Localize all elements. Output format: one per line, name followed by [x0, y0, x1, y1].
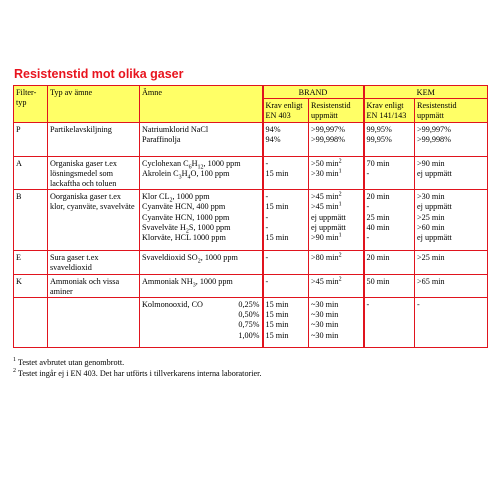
filter-cell: B — [14, 190, 48, 251]
amne-text: Klor CL — [142, 192, 170, 202]
brand-res-cell — [309, 190, 364, 251]
brand-res-line — [311, 253, 361, 263]
brand-krav-value: - — [265, 212, 269, 222]
header-brand: BRAND — [263, 86, 364, 99]
typ-cell: Oorganiska gaser t.ex klor, cyanväte, svavelväte — [48, 190, 140, 251]
brand-res-value: ~30 min — [311, 320, 339, 330]
brand-res-line — [311, 233, 361, 243]
amne-text: Cyanväte HCN, 1000 ppm — [142, 212, 230, 222]
header-kem-resistenstid: Resistenstid uppmätt — [415, 99, 488, 122]
kem-krav-cell — [364, 122, 415, 156]
kem-res-cell — [415, 298, 488, 348]
brand-res-value: ~30 min — [311, 300, 339, 310]
typ-cell: Ammoniak och vissa aminer — [48, 274, 140, 297]
brand-res-value: >90 min — [311, 233, 339, 243]
amne-line — [142, 159, 260, 169]
amne-text: Svaveldioxid SO — [142, 253, 198, 263]
kem-krav-value: - — [366, 168, 370, 178]
brand-krav-value: 15 min — [265, 310, 289, 320]
amne-line — [142, 192, 260, 202]
subscript: 6 — [188, 164, 192, 171]
footnote-ref: 1 — [338, 201, 342, 208]
kem-krav-value: 70 min — [366, 158, 390, 168]
brand-res-value: >80 min — [311, 253, 339, 263]
typ-cell — [48, 298, 140, 348]
table-row — [14, 122, 488, 156]
kem-krav-value: - — [366, 300, 370, 310]
brand-res-line — [311, 331, 361, 341]
table-header-row — [14, 86, 488, 99]
brand-res-line — [311, 202, 361, 212]
kem-krav-cell — [364, 274, 415, 297]
typ-cell: Organiska gaser t.ex lösningsmedel som lackaftha och toluen — [48, 156, 140, 190]
kem-krav-cell — [364, 156, 415, 190]
amne-text: , 1000 ppm — [203, 158, 241, 168]
footnote-text: Testet avbrutet utan genombrott. — [16, 358, 125, 367]
amne-text: , 1000 ppm — [200, 253, 238, 263]
header-kem-krav: Krav enligt EN 141/143 — [364, 99, 415, 122]
brand-res-value: >99,998% — [311, 134, 345, 144]
amne-text: S, 1000 ppm — [188, 222, 231, 232]
subscript: 4 — [187, 174, 191, 181]
kem-res-value: ej uppmätt — [417, 168, 452, 178]
kem-res-value: >25 min — [417, 212, 445, 222]
table-row — [14, 156, 488, 190]
brand-res-line — [311, 169, 361, 179]
brand-res-cell — [309, 122, 364, 156]
kem-krav-value: 99,95% — [366, 124, 392, 134]
brand-res-cell — [309, 156, 364, 190]
header-filtertyp: Filter-typ — [14, 86, 48, 123]
kem-krav-cell — [364, 251, 415, 274]
amne-cell — [140, 298, 263, 348]
amne-text: H — [191, 158, 198, 168]
brand-res-line — [311, 135, 361, 145]
brand-krav-value: - — [265, 276, 269, 286]
footnote-number: 2 — [13, 368, 16, 374]
brand-krav-value: 94% — [265, 134, 281, 144]
footnote-number: 1 — [13, 357, 16, 363]
brand-krav-value: 15 min — [265, 168, 289, 178]
brand-krav-cell — [263, 274, 309, 297]
amne-text: H — [181, 168, 188, 178]
amne-cell — [140, 190, 263, 251]
footnote-ref: 1 — [338, 232, 342, 239]
brand-krav-cell — [263, 251, 309, 274]
kem-res-cell — [415, 122, 488, 156]
co-concentration: 0,75% — [238, 320, 260, 330]
amne-line — [142, 277, 260, 287]
gas-resistance-table — [13, 85, 488, 348]
kem-res-cell — [415, 274, 488, 297]
footnote — [13, 357, 262, 368]
amne-text: Akrolein C — [142, 168, 179, 178]
brand-res-value: ~30 min — [311, 310, 339, 320]
brand-res-value: >45 min — [311, 276, 339, 286]
kem-res-value: ej uppmätt — [417, 202, 452, 212]
table-body — [14, 86, 488, 348]
amne-cell — [140, 156, 263, 190]
kem-res-cell — [415, 156, 488, 190]
kem-krav-value: 99,95% — [366, 134, 392, 144]
amne-line — [142, 213, 260, 223]
amne-line — [142, 169, 260, 179]
amne-cell — [140, 274, 263, 297]
kem-res-value: ej uppmätt — [417, 233, 452, 243]
co-concentration: 0,50% — [238, 310, 260, 320]
amne-cell — [140, 122, 263, 156]
footnote-ref: 2 — [338, 275, 342, 282]
filter-cell: K — [14, 274, 48, 297]
brand-res-value: >45 min — [311, 202, 339, 212]
co-concentration: 1,00% — [238, 330, 260, 340]
kem-krav-value: - — [366, 202, 370, 212]
footnote-ref: 2 — [338, 191, 342, 198]
brand-res-value: >50 min — [311, 158, 339, 168]
header-typ-av-amne: Typ av ämne — [48, 86, 140, 123]
footnote-text: Testet ingår ej i EN 403. Det har utförts i tillverkarens interna laboratorier. — [16, 369, 262, 378]
kem-krav-value: 25 min — [366, 212, 390, 222]
kem-krav-value: 50 min — [366, 276, 390, 286]
table-row — [14, 190, 488, 251]
brand-res-value: >99,997% — [311, 124, 345, 134]
brand-res-line — [311, 223, 361, 233]
kem-res-value: - — [417, 300, 420, 310]
amne-text: , 1000 ppm — [172, 192, 210, 202]
header-brand-krav: Krav enligt EN 403 — [263, 99, 309, 122]
kem-krav-value: - — [366, 233, 370, 243]
amne-text: Natriumklorid NaCl — [142, 124, 209, 134]
footnote — [13, 368, 262, 379]
amne-text: Ammoniak NH — [142, 276, 193, 286]
amne-text: Paraffinolja — [142, 134, 181, 144]
brand-res-value: ej uppmätt — [311, 212, 346, 222]
brand-res-cell — [309, 274, 364, 297]
header-kem: KEM — [364, 86, 488, 99]
co-concentration-list — [142, 300, 260, 341]
amne-line — [142, 135, 260, 145]
kem-res-value: >30 min — [417, 192, 445, 202]
brand-res-value: >45 min — [311, 192, 339, 202]
brand-krav-cell — [263, 122, 309, 156]
filter-cell: E — [14, 251, 48, 274]
brand-krav-value: - — [265, 253, 269, 263]
brand-krav-value: 94% — [265, 124, 281, 134]
brand-krav-value: - — [265, 222, 269, 232]
brand-krav-cell — [263, 156, 309, 190]
brand-krav-value: 15 min — [265, 300, 289, 310]
page-title: Resistenstid mot olika gaser — [14, 67, 184, 81]
brand-res-line — [311, 300, 361, 310]
kem-krav-value: 20 min — [366, 192, 390, 202]
amne-cell — [140, 251, 263, 274]
brand-res-value: ~30 min — [311, 330, 339, 340]
kem-res-value: >65 min — [417, 276, 445, 286]
kem-krav-value: 20 min — [366, 253, 390, 263]
brand-res-line — [311, 277, 361, 287]
filter-cell: A — [14, 156, 48, 190]
brand-res-line — [311, 320, 361, 330]
brand-krav-value: - — [265, 192, 269, 202]
header-amne: Ämne — [140, 86, 263, 123]
brand-krav-cell — [263, 298, 309, 348]
amne-line — [142, 125, 260, 135]
filter-cell: P — [14, 122, 48, 156]
kem-krav-cell — [364, 190, 415, 251]
co-label: Kolmonooxid, CO — [142, 300, 203, 310]
amne-line — [142, 202, 260, 212]
amne-text: O, 100 ppm — [190, 168, 230, 178]
subscript: 2 — [169, 197, 173, 204]
footnotes — [13, 357, 262, 379]
brand-krav-value: 15 min — [265, 330, 289, 340]
subscript: 3 — [178, 174, 182, 181]
brand-res-cell — [309, 298, 364, 348]
footnote-ref: 2 — [338, 157, 342, 164]
amne-text: , 1000 ppm — [195, 276, 233, 286]
brand-res-cell — [309, 251, 364, 274]
amne-line — [142, 253, 260, 263]
kem-res-cell — [415, 190, 488, 251]
typ-cell: Partikelavskiljning — [48, 122, 140, 156]
brand-res-value: ej uppmätt — [311, 222, 346, 232]
amne-line — [142, 223, 260, 233]
table-row — [14, 274, 488, 297]
kem-res-cell — [415, 251, 488, 274]
brand-res-line — [311, 125, 361, 135]
kem-res-value: >25 min — [417, 253, 445, 263]
kem-res-value: >60 min — [417, 222, 445, 232]
brand-krav-value: 15 min — [265, 320, 289, 330]
brand-res-line — [311, 159, 361, 169]
brand-krav-value: 15 min — [265, 233, 289, 243]
table-row — [14, 251, 488, 274]
brand-res-line — [311, 310, 361, 320]
brand-res-value: >30 min — [311, 168, 339, 178]
footnote-ref: 1 — [338, 168, 342, 175]
typ-cell: Sura gaser t.ex svaveldioxid — [48, 251, 140, 274]
filter-cell — [14, 298, 48, 348]
co-concentration: 0,25% — [238, 300, 260, 310]
subscript: 3 — [192, 282, 196, 289]
brand-res-line — [311, 192, 361, 202]
kem-krav-value: 40 min — [366, 222, 390, 232]
header-brand-resistenstid: Resistenstid uppmätt — [309, 99, 364, 122]
brand-krav-value: - — [265, 158, 269, 168]
kem-res-value: >99,997% — [417, 124, 451, 134]
subscript: 2 — [185, 228, 189, 235]
subscript: 2 — [197, 258, 201, 265]
amne-text: Klorväte, HCL 1000 ppm — [142, 233, 226, 243]
brand-krav-cell — [263, 190, 309, 251]
kem-krav-cell — [364, 298, 415, 348]
brand-krav-value: 15 min — [265, 202, 289, 212]
brand-res-line — [311, 213, 361, 223]
amne-text: Cyclohexan C — [142, 158, 189, 168]
kem-res-value: >90 min — [417, 158, 445, 168]
amne-line — [142, 233, 260, 243]
amne-text: Cyanväte HCN, 400 ppm — [142, 202, 226, 212]
footnote-ref: 2 — [338, 252, 342, 259]
amne-text: Svavelväte H — [142, 222, 186, 232]
table-row — [14, 298, 488, 348]
subscript: 12 — [197, 164, 204, 171]
kem-res-value: >99,998% — [417, 134, 451, 144]
